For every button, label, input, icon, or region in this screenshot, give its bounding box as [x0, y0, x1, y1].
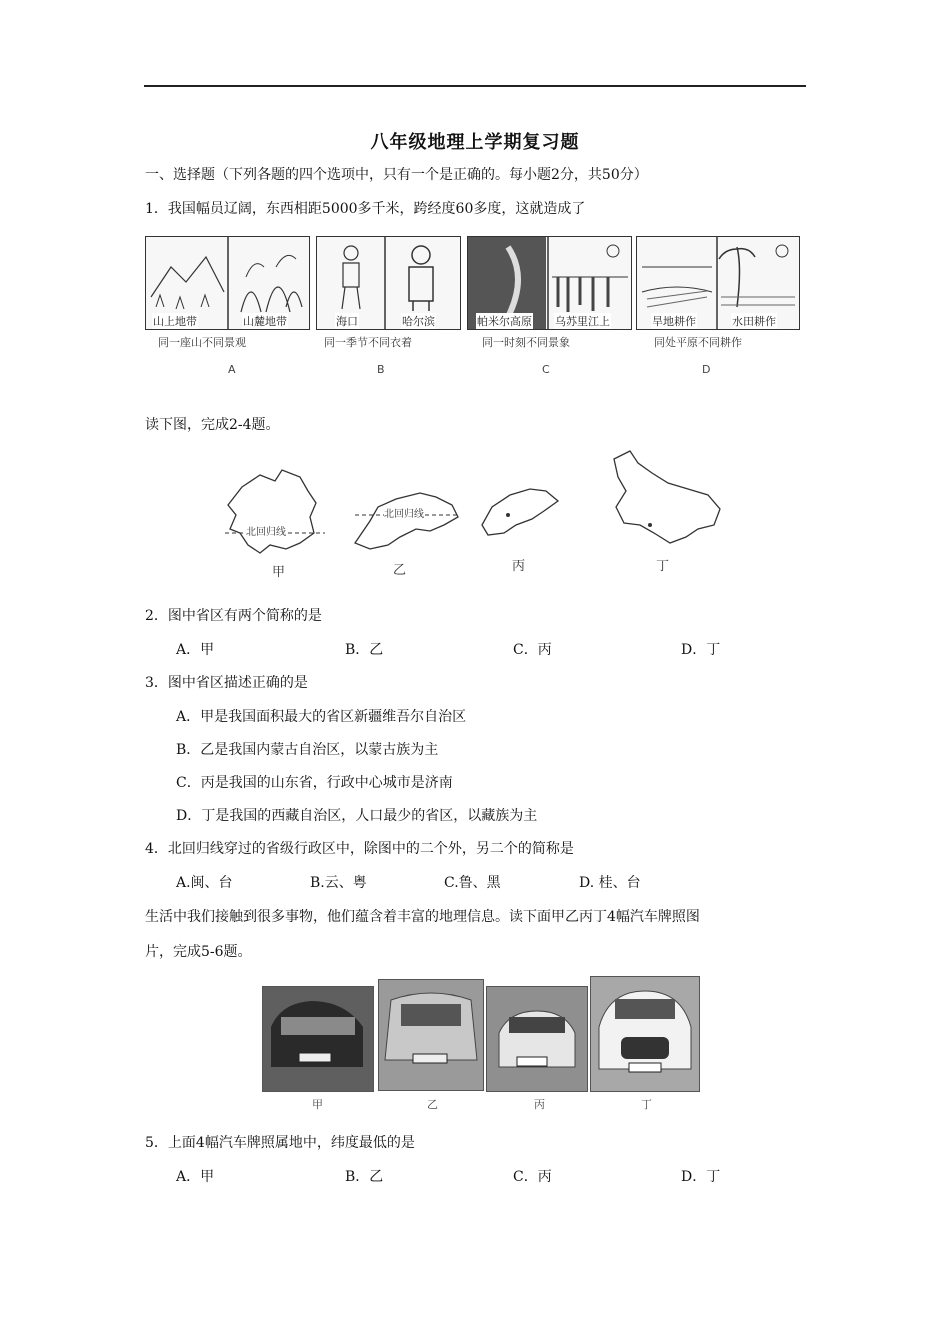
panel-a-image — [145, 236, 310, 330]
panel-b-letter: B — [377, 363, 385, 376]
car-photo-bing — [486, 986, 588, 1092]
q3-option-a[interactable]: A．甲是我国面积最大的省区新疆维吾尔自治区 — [176, 709, 467, 725]
question-5: 5．上面4幅汽车牌照属地中，纬度最低的是 — [145, 1135, 415, 1151]
tropic-label-yi: 北回归线 — [384, 505, 424, 520]
q2-option-c[interactable]: C．丙 — [513, 642, 552, 658]
panel-d-image — [636, 236, 800, 330]
province-ding-outline — [614, 451, 720, 543]
q5-option-b[interactable]: B．乙 — [345, 1169, 384, 1185]
read-map-instruction: 读下图，完成2-4题。 — [145, 417, 280, 433]
panel-d-left-caption: 旱地耕作 — [652, 315, 696, 328]
panel-b-subcaption: 同一季节不同衣着 — [324, 336, 412, 349]
intro-5-6-line1: 生活中我们接触到很多事物，他们蕴含着丰富的地理信息。读下面甲乙丙丁4幅汽车牌照图 — [145, 909, 700, 925]
map-label-jia: 甲 — [272, 565, 286, 580]
question-4: 4．北回归线穿过的省级行政区中，除图中的二个外，另二个的简称是 — [145, 841, 574, 857]
panel-c-image — [467, 236, 632, 330]
car-label-yi: 乙 — [427, 1098, 438, 1111]
car-photo-yi — [378, 979, 484, 1091]
question-2: 2．图中省区有两个简称的是 — [145, 608, 322, 624]
header-rule — [144, 85, 806, 87]
car-photo-ding — [590, 976, 700, 1092]
section-heading: 一、选择题（下列各题的四个选项中，只有一个是正确的。每小题2分，共50分） — [145, 167, 648, 183]
panel-c-right-caption: 乌苏里江上 — [555, 315, 610, 328]
q4-option-a[interactable]: A.闽、台 — [176, 875, 233, 891]
panel-c-subcaption: 同一时刻不同景象 — [482, 336, 570, 349]
q2-option-d[interactable]: D．丁 — [681, 642, 721, 658]
panel-a-letter: A — [228, 363, 236, 376]
tropic-label-jia: 北回归线 — [246, 523, 286, 538]
car-label-ding: 丁 — [641, 1098, 652, 1111]
car-label-bing: 丙 — [534, 1098, 545, 1111]
q3-option-d[interactable]: D．丁是我国的西藏自治区，人口最少的省区，以藏族为主 — [176, 808, 538, 824]
province-jia-outline — [228, 470, 316, 553]
q4-option-c[interactable]: C.鲁、黑 — [444, 875, 501, 891]
q3-option-b[interactable]: B．乙是我国内蒙古自治区，以蒙古族为主 — [176, 742, 439, 758]
panel-d-subcaption: 同处平原不同耕作 — [654, 336, 742, 349]
panel-b-right-caption: 哈尔滨 — [402, 315, 435, 328]
intro-5-6-line2: 片，完成5-6题。 — [145, 944, 252, 960]
map-label-bing: 丙 — [512, 559, 526, 574]
q5-option-c[interactable]: C．丙 — [513, 1169, 552, 1185]
panel-a-left-caption: 山上地带 — [153, 315, 197, 328]
panel-d-letter: D — [702, 363, 711, 376]
province-bing-outline — [482, 489, 558, 535]
q2-option-b[interactable]: B．乙 — [345, 642, 384, 658]
car-label-jia: 甲 — [312, 1098, 323, 1111]
q5-option-d[interactable]: D．丁 — [681, 1169, 721, 1185]
map-label-yi: 乙 — [393, 563, 407, 578]
panel-d-right-caption: 水田耕作 — [732, 315, 776, 328]
q5-option-a[interactable]: A．甲 — [176, 1169, 215, 1185]
panel-c-left-caption: 帕米尔高原 — [477, 315, 532, 328]
panel-b-image — [316, 236, 461, 330]
car-photo-jia — [262, 986, 374, 1092]
panel-a-subcaption: 同一座山不同景观 — [158, 336, 246, 349]
province-yi-outline — [355, 493, 458, 549]
q3-option-c[interactable]: C．丙是我国的山东省，行政中心城市是济南 — [176, 775, 453, 791]
q2-option-a[interactable]: A．甲 — [176, 642, 215, 658]
q4-option-b[interactable]: B.云、粤 — [310, 875, 367, 891]
panel-a-right-caption: 山麓地带 — [243, 315, 287, 328]
question-1: 1．我国幅员辽阔，东西相距5000多千米，跨经度60多度，这就造成了 — [145, 201, 586, 217]
page-title: 八年级地理上学期复习题 — [370, 132, 580, 153]
q4-option-d[interactable]: D. 桂、台 — [579, 875, 641, 891]
panel-c-letter: C — [542, 363, 550, 376]
panel-b-left-caption: 海口 — [336, 315, 358, 328]
map-label-ding: 丁 — [656, 559, 670, 574]
question-3: 3．图中省区描述正确的是 — [145, 675, 308, 691]
